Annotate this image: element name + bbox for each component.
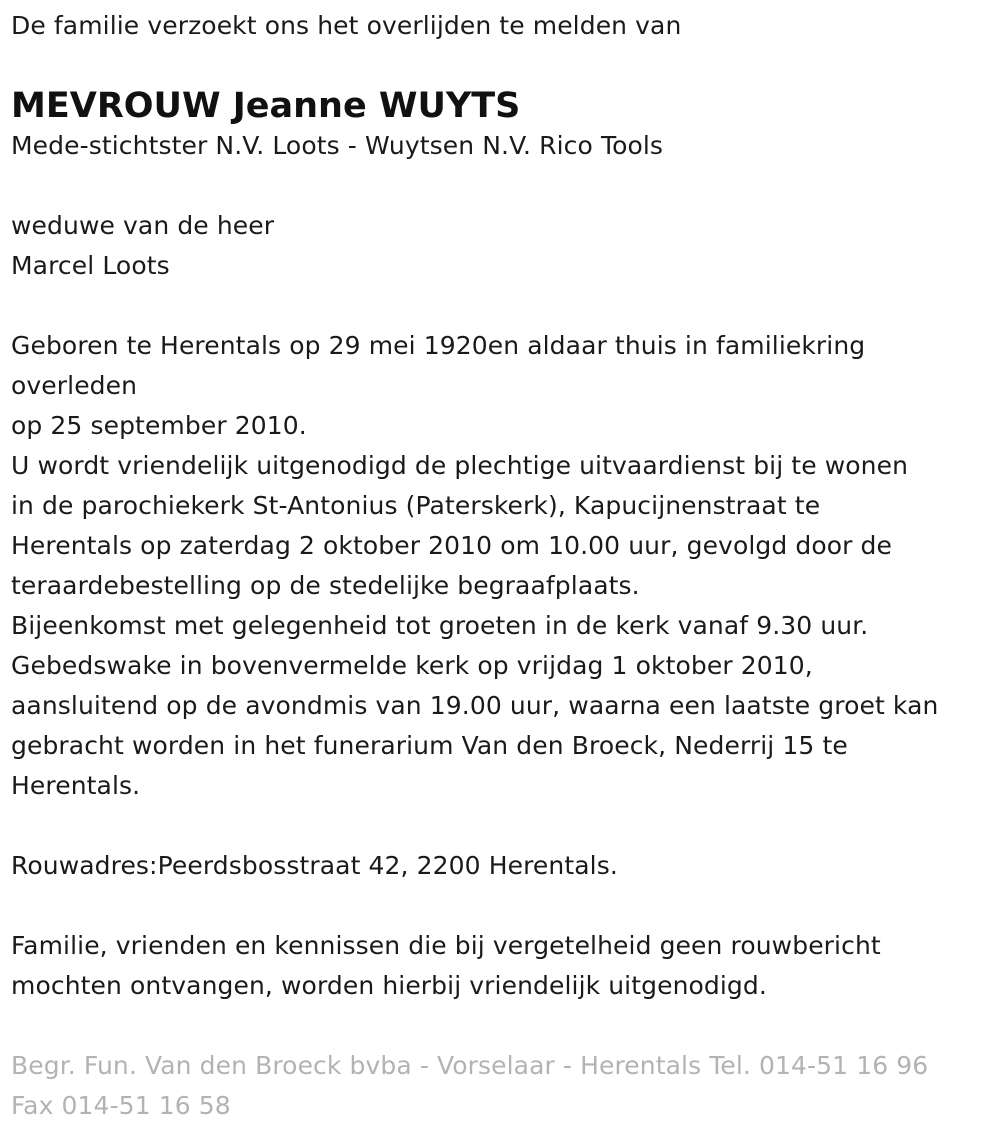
spacer xyxy=(11,806,1000,846)
widow-line-1: weduwe van de heer xyxy=(11,211,275,240)
body-line: op 25 september 2010. xyxy=(11,411,307,440)
body-line: Herentals op zaterdag 2 oktober 2010 om 10.00 uur, gevolgd door de xyxy=(11,531,893,560)
body-line: overleden xyxy=(11,371,138,400)
subtitle-text: Mede-stichtster N.V. Loots - Wuytsen N.V. Rico Tools xyxy=(11,131,664,160)
deceased-name: MEVROUW Jeanne WUYTS xyxy=(11,86,521,126)
body-line: aansluitend op de avondmis van 19.00 uur, waarna een laatste groet kan xyxy=(11,691,939,720)
body-line: U wordt vriendelijk uitgenodigd de plechtige uitvaardienst bij te wonen xyxy=(11,451,909,480)
body-line: gebracht worden in het funerarium Van den Broeck, Nederrij 15 te xyxy=(11,731,848,760)
body-line: Geboren te Herentals op 29 mei 1920en aldaar thuis in familiekring xyxy=(11,331,866,360)
funeral-home-contact: Begr. Fun. Van den Broeck bvba - Vorselaar - Herentals Tel. 014-51 16 96 xyxy=(11,1051,929,1080)
mourning-address: Rouwadres:Peerdsbosstraat 42, 2200 Herentals. xyxy=(11,851,618,880)
spacer xyxy=(11,886,1000,926)
widow-line-2: Marcel Loots xyxy=(11,251,170,280)
body-line: in de parochiekerk St-Antonius (Paterskerk), Kapucijnenstraat te xyxy=(11,491,821,520)
spacer xyxy=(11,166,1000,206)
invitation-line-1: Familie, vrienden en kennissen die bij vergetelheid geen rouwbericht xyxy=(11,931,881,960)
intro-text: De familie verzoekt ons het overlijden te melden van xyxy=(11,11,682,40)
body-line: Gebedswake in bovenvermelde kerk op vrijdag 1 oktober 2010, xyxy=(11,651,813,680)
funeral-home-fax: Fax 014-51 16 58 xyxy=(11,1091,231,1120)
spacer xyxy=(11,1006,1000,1046)
invitation-line-2: mochten ontvangen, worden hierbij vriendelijk uitgenodigd. xyxy=(11,971,767,1000)
body-line: Herentals. xyxy=(11,771,141,800)
spacer xyxy=(11,286,1000,326)
body-line: teraardebestelling op de stedelijke begraafplaats. xyxy=(11,571,640,600)
body-line: Bijeenkomst met gelegenheid tot groeten in de kerk vanaf 9.30 uur. xyxy=(11,611,869,640)
body-paragraph xyxy=(11,326,1000,806)
